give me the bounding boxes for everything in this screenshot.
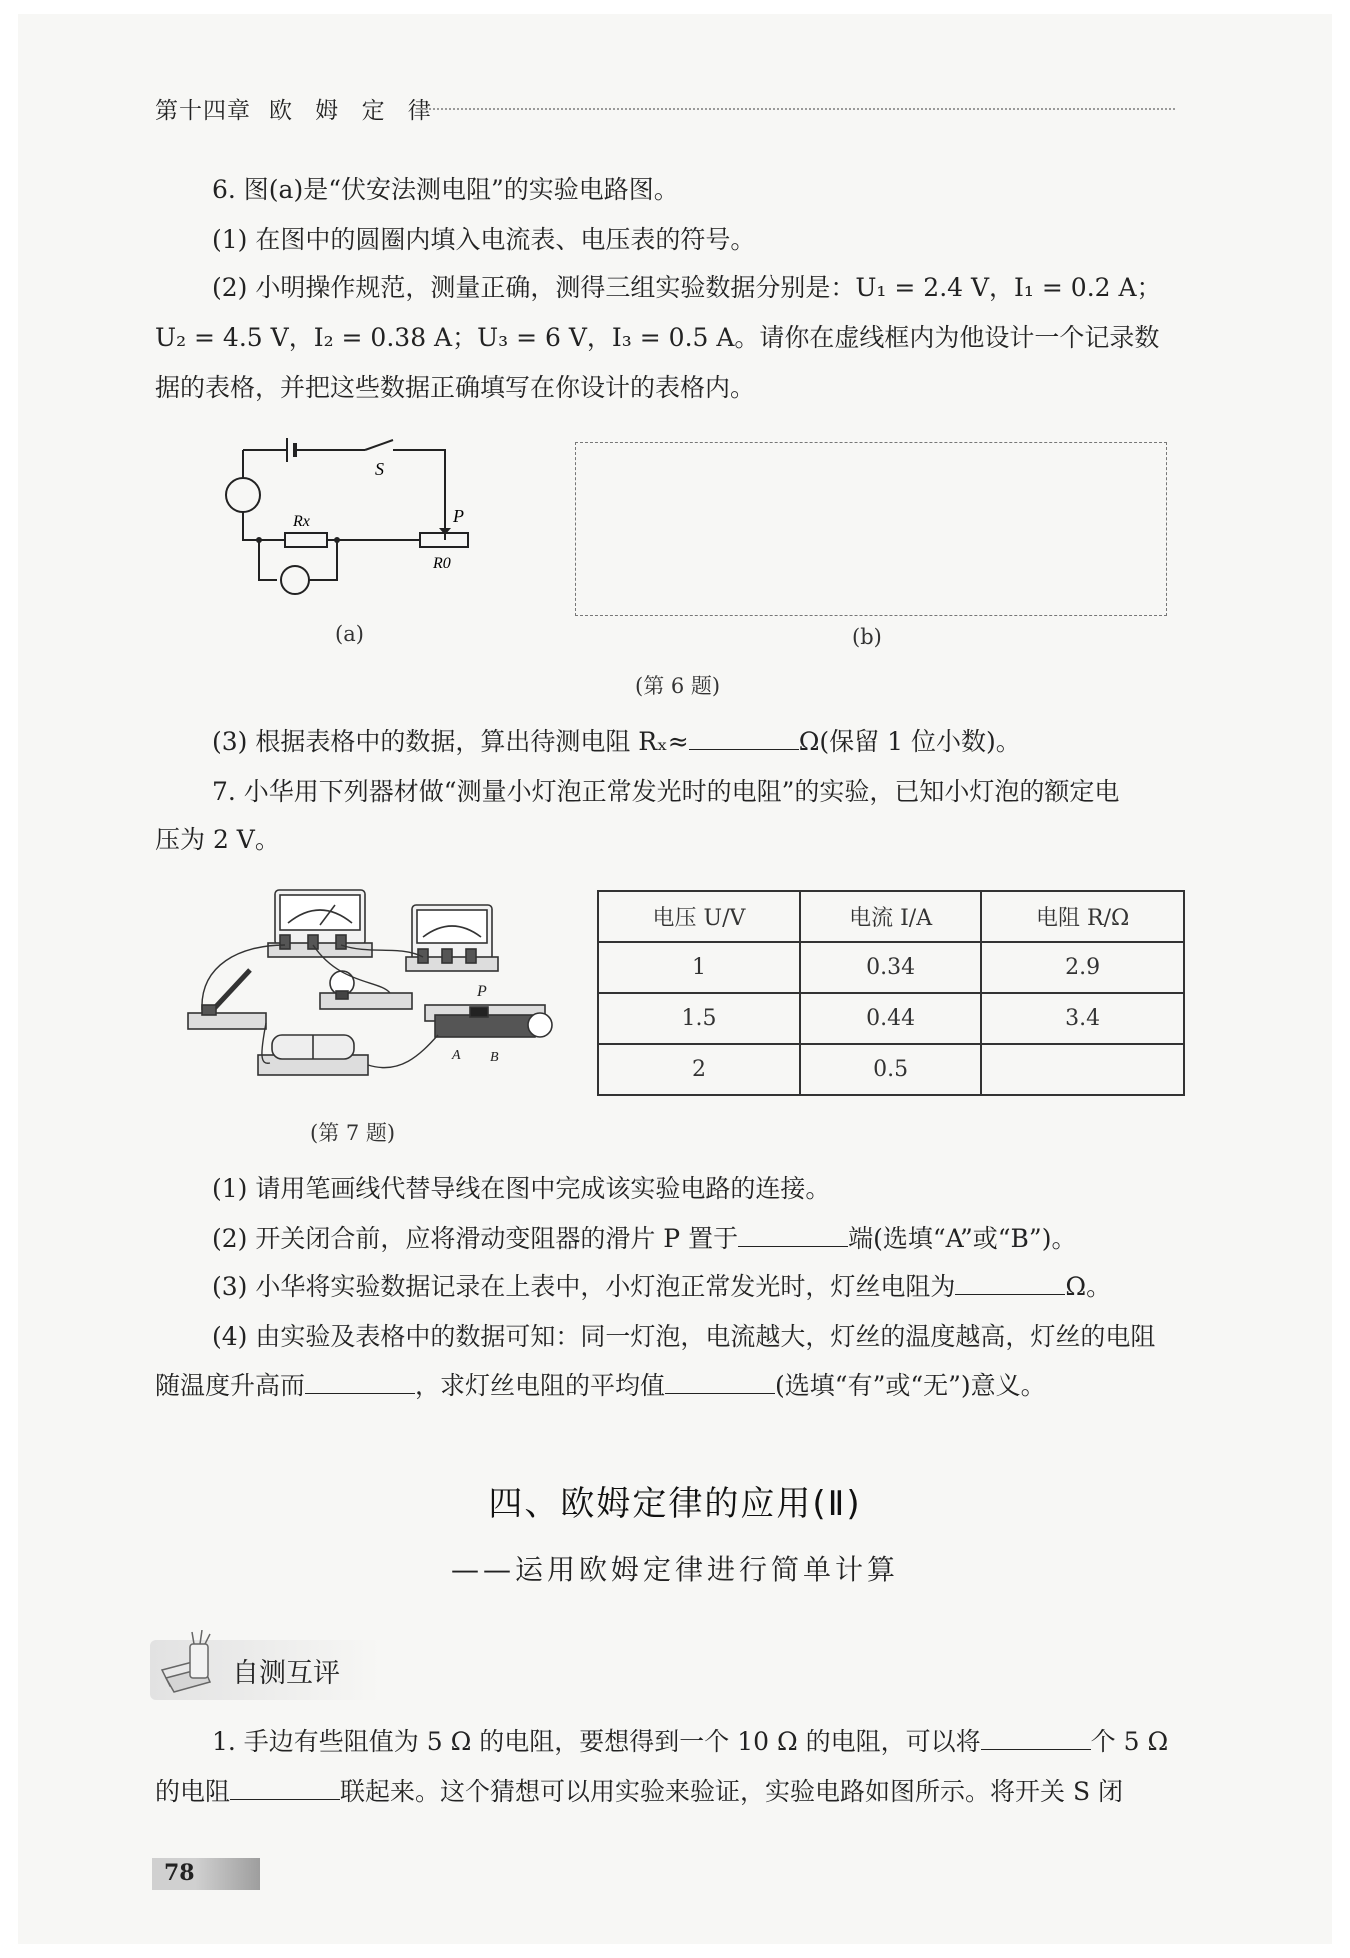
rheostat-b-label: B (490, 1050, 499, 1065)
table-row (598, 993, 1184, 1044)
fig-b-caption: (b) (852, 625, 882, 649)
cell-resistance: 2.9 (981, 942, 1184, 993)
rheostat-a-label: A (452, 1048, 461, 1063)
answer-blank-trend[interactable] (305, 1371, 415, 1394)
q7-sub2-text: (2) 开关闭合前，应将滑动变阻器的滑片 P 置于 (212, 1224, 739, 1253)
q7-line2: 压为 2 V。 (155, 825, 280, 854)
q6-sub3-text: (3) 根据表格中的数据，算出待测电阻 Rₓ≈ (212, 727, 689, 756)
cell-current: 0.5 (800, 1044, 981, 1095)
page-number-tab (152, 1858, 260, 1890)
rheostat-p-label: P (477, 983, 487, 1000)
self-test-label: 自测互评 (232, 1658, 340, 1689)
q7-sub1: (1) 请用笔画线代替导线在图中完成该实验电路的连接。 (212, 1174, 831, 1203)
rx-label: Rx (293, 513, 310, 530)
answer-blank-count[interactable] (981, 1727, 1091, 1750)
header-resistance: 电阻 R/Ω (981, 891, 1184, 942)
switch-label: S (375, 459, 384, 479)
q7-sub3-unit: Ω。 (1065, 1272, 1112, 1301)
running-header (155, 92, 439, 125)
q6-sub3-unit: Ω(保留 1 位小数)。 (798, 727, 1021, 756)
answer-blank-slider-end[interactable] (738, 1224, 848, 1247)
q1-line2-text: 的电阻 (155, 1777, 231, 1806)
header-current: 电流 I/A (800, 891, 981, 942)
q6-line4: U₂ = 4.5 V，I₂ = 0.38 A；U₃ = 6 V，I₃ = 0.5 A。请你在虚线框内为他设计一个记录数 (155, 323, 1160, 352)
table-row (598, 1044, 1184, 1095)
cell-resistance-blank[interactable] (981, 1044, 1184, 1095)
cell-resistance: 3.4 (981, 993, 1184, 1044)
q7-sub4-text: 随温度升高而 (155, 1371, 306, 1400)
answer-blank-connection[interactable] (230, 1777, 340, 1800)
cell-voltage: 1 (598, 942, 800, 993)
circuit-diagram-a (215, 430, 495, 605)
q1-line2-tail: 联起来。这个猜想可以用实验来验证，实验电路如图所示。将开关 S 闭 (340, 1777, 1124, 1806)
q6-line2: (1) 在图中的圆圈内填入电流表、电压表的符号。 (212, 225, 756, 254)
q7-figure-caption: (第 7 题) (310, 1121, 396, 1145)
header-voltage: 电压 U/V (598, 891, 800, 942)
q1-line1 (212, 1726, 1168, 1758)
q7-sub3 (212, 1271, 1111, 1303)
pencil-cup-icon (152, 1630, 227, 1700)
table-row (598, 942, 1184, 993)
q7-sub4-mid: ，求灯丝电阻的平均值 (415, 1371, 666, 1400)
fig-a-caption: (a) (335, 622, 364, 646)
cell-current: 0.44 (800, 993, 981, 1044)
slider-p-label: P (453, 506, 464, 526)
page-number: 78 (164, 1860, 195, 1886)
table-header-row (598, 891, 1184, 942)
cell-voltage: 2 (598, 1044, 800, 1095)
q6-line1: 6. 图(a)是“伏安法测电阻”的实验电路图。 (212, 175, 679, 204)
q7-sub4-tail: (选填“有”或“无”)意义。 (775, 1371, 1046, 1400)
q6-line3: (2) 小明操作规范，测量正确，测得三组实验数据分别是：U₁ = 2.4 V，I₁ = 0.2 A； (212, 273, 1162, 302)
q1-line1-text: 1. 手边有些阻值为 5 Ω 的电阻，要想得到一个 10 Ω 的电阻，可以将 (212, 1727, 981, 1756)
cell-voltage: 1.5 (598, 993, 800, 1044)
r0-label: R0 (433, 555, 451, 572)
header-rule (420, 108, 1175, 110)
q6-line5: 据的表格，并把这些数据正确填写在你设计的表格内。 (155, 373, 756, 402)
answer-blank-meaning[interactable] (665, 1371, 775, 1394)
q6-sub3 (212, 726, 1021, 758)
table-design-box[interactable] (575, 442, 1167, 616)
q1-line1-tail: 个 5 Ω (1090, 1727, 1169, 1756)
cell-current: 0.34 (800, 942, 981, 993)
answer-blank-filament-resistance[interactable] (955, 1272, 1065, 1295)
q1-line2 (155, 1776, 1123, 1808)
q7-sub3-text: (3) 小华将实验数据记录在上表中，小灯泡正常发光时，灯丝电阻为 (212, 1272, 956, 1301)
q6-figure-caption: (第 6 题) (635, 674, 721, 698)
q7-line1: 7. 小华用下列器材做“测量小灯泡正常发光时的电阻”的实验，已知小灯泡的额定电 (212, 777, 1120, 806)
chapter-number: 第十四章 (155, 98, 251, 124)
section-title: 四、欧姆定律的应用(Ⅱ) (488, 1484, 862, 1524)
q7-sub2-tail: 端(选填“A”或“B”)。 (848, 1224, 1077, 1253)
answer-blank-rx[interactable] (689, 727, 799, 750)
chapter-title: 欧 姆 定 律 (269, 98, 439, 124)
q7-sub4-line1: (4) 由实验及表格中的数据可知：同一灯泡，电流越大，灯丝的温度越高，灯丝的电阻 (212, 1322, 1156, 1351)
q7-sub2 (212, 1223, 1076, 1255)
measurement-table (597, 890, 1185, 1096)
q7-sub4-line2 (155, 1370, 1046, 1402)
apparatus-illustration (180, 885, 560, 1100)
section-subtitle: ——运用欧姆定律进行简单计算 (450, 1553, 899, 1586)
